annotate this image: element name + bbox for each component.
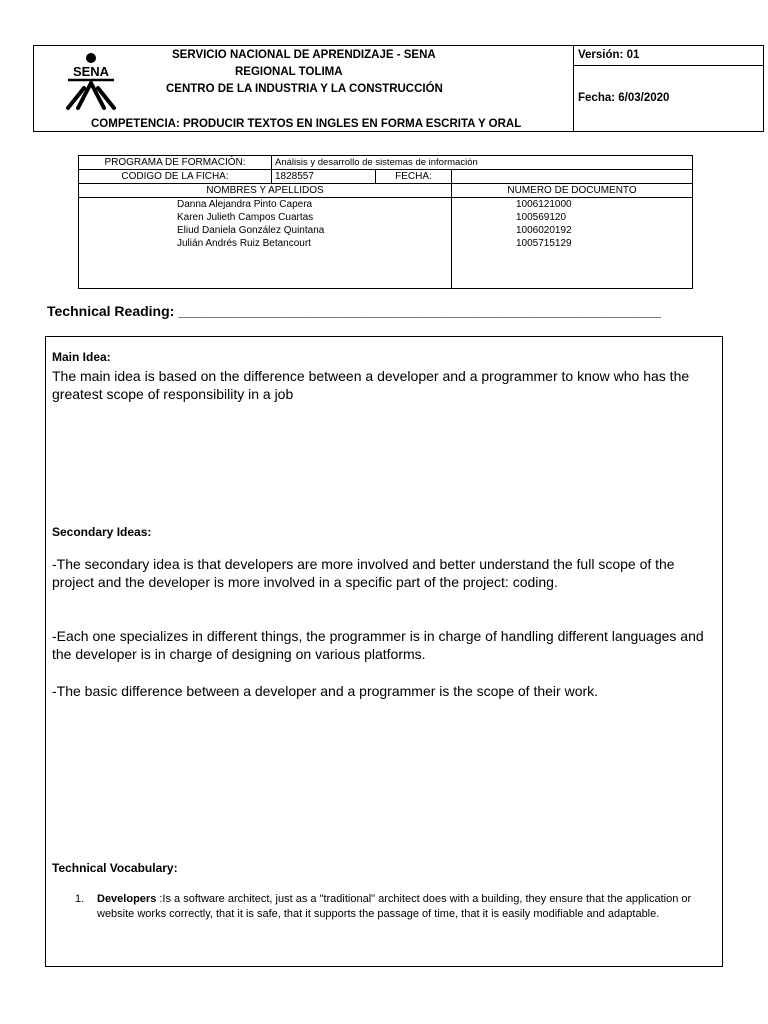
vocab-definition: :Is a software architect, just as a "traditional" architect does with a building, they ensure that the application or website works correctly, that it is safe, that it supports the passage of time, that it is easily modifiable and adaptable. bbox=[97, 893, 692, 920]
header-line-1: SERVICIO NACIONAL DE APRENDIZAJE - SENA bbox=[172, 49, 436, 61]
student-doc: 100569120 bbox=[516, 212, 567, 223]
header-version: Versión: 01 bbox=[578, 49, 640, 61]
logo-text: SENA bbox=[72, 64, 110, 79]
student-doc: 1005715129 bbox=[516, 238, 572, 249]
header-divider bbox=[573, 65, 764, 66]
student-name: Eliud Daniela González Quintana bbox=[177, 225, 325, 236]
sena-logo-icon bbox=[60, 52, 124, 112]
header-line-2: REGIONAL TOLIMA bbox=[235, 66, 343, 78]
table-row-programa bbox=[79, 156, 693, 170]
student-doc: 1006121000 bbox=[516, 199, 572, 210]
student-name: Julián Andrés Ruiz Betancourt bbox=[177, 238, 311, 249]
secondary-idea-3: -The basic difference between a developer and a programmer is the scope of their work. bbox=[52, 683, 599, 699]
programa-label: PROGRAMA DE FORMACIÓN: bbox=[79, 156, 272, 170]
student-info-table bbox=[78, 155, 693, 289]
student-docs-cell bbox=[452, 198, 693, 289]
student-doc: 1006020192 bbox=[516, 225, 572, 236]
documento-header: NUMERO DE DOCUMENTO bbox=[452, 184, 693, 198]
programa-value: Análisis y desarrollo de sistemas de información bbox=[272, 156, 693, 170]
secondary-idea-2: -Each one specializes in different things, the programmer is in charge of handling different languages and the developer is in charge of designing on various platforms. bbox=[52, 628, 704, 662]
table-row-students bbox=[79, 198, 693, 289]
secondary-ideas-label: Secondary Ideas: bbox=[52, 525, 152, 539]
student-names-cell bbox=[79, 198, 452, 289]
vocabulary-label: Technical Vocabulary: bbox=[52, 861, 178, 875]
technical-reading-title: Technical Reading: ______________________________________________________________ bbox=[47, 303, 661, 319]
student-name: Karen Julieth Campos Cuartas bbox=[177, 212, 314, 223]
main-idea-label: Main Idea: bbox=[52, 350, 111, 364]
vocab-item bbox=[97, 892, 711, 922]
table-row-headers bbox=[79, 184, 693, 198]
student-name: Danna Alejandra Pinto Capera bbox=[177, 199, 313, 210]
header-fecha: Fecha: 6/03/2020 bbox=[578, 92, 670, 104]
nombres-header: NOMBRES Y APELLIDOS bbox=[79, 184, 452, 198]
codigo-label: CODIGO DE LA FICHA: bbox=[79, 170, 272, 184]
main-idea-text: The main idea is based on the difference between a developer and a programmer to know who has the greatest scope of responsibility in a job bbox=[52, 368, 690, 402]
header-competencia: COMPETENCIA: PRODUCIR TEXTOS EN INGLES EN FORMA ESCRITA Y ORAL bbox=[91, 118, 522, 130]
secondary-idea-1: -The secondary idea is that developers are more involved and better understand the full scope of the project and the developer is more involved in a specific part of the project: coding. bbox=[52, 556, 675, 590]
vocab-item-number: 1. bbox=[75, 893, 85, 905]
codigo-value: 1828557 bbox=[272, 170, 376, 184]
table-row-codigo bbox=[79, 170, 693, 184]
header-line-3: CENTRO DE LA INDUSTRIA Y LA CONSTRUCCIÓN bbox=[166, 83, 443, 95]
fecha-label: FECHA: bbox=[376, 170, 452, 184]
fecha-value bbox=[452, 170, 693, 184]
vocab-term: Developers bbox=[97, 893, 157, 905]
